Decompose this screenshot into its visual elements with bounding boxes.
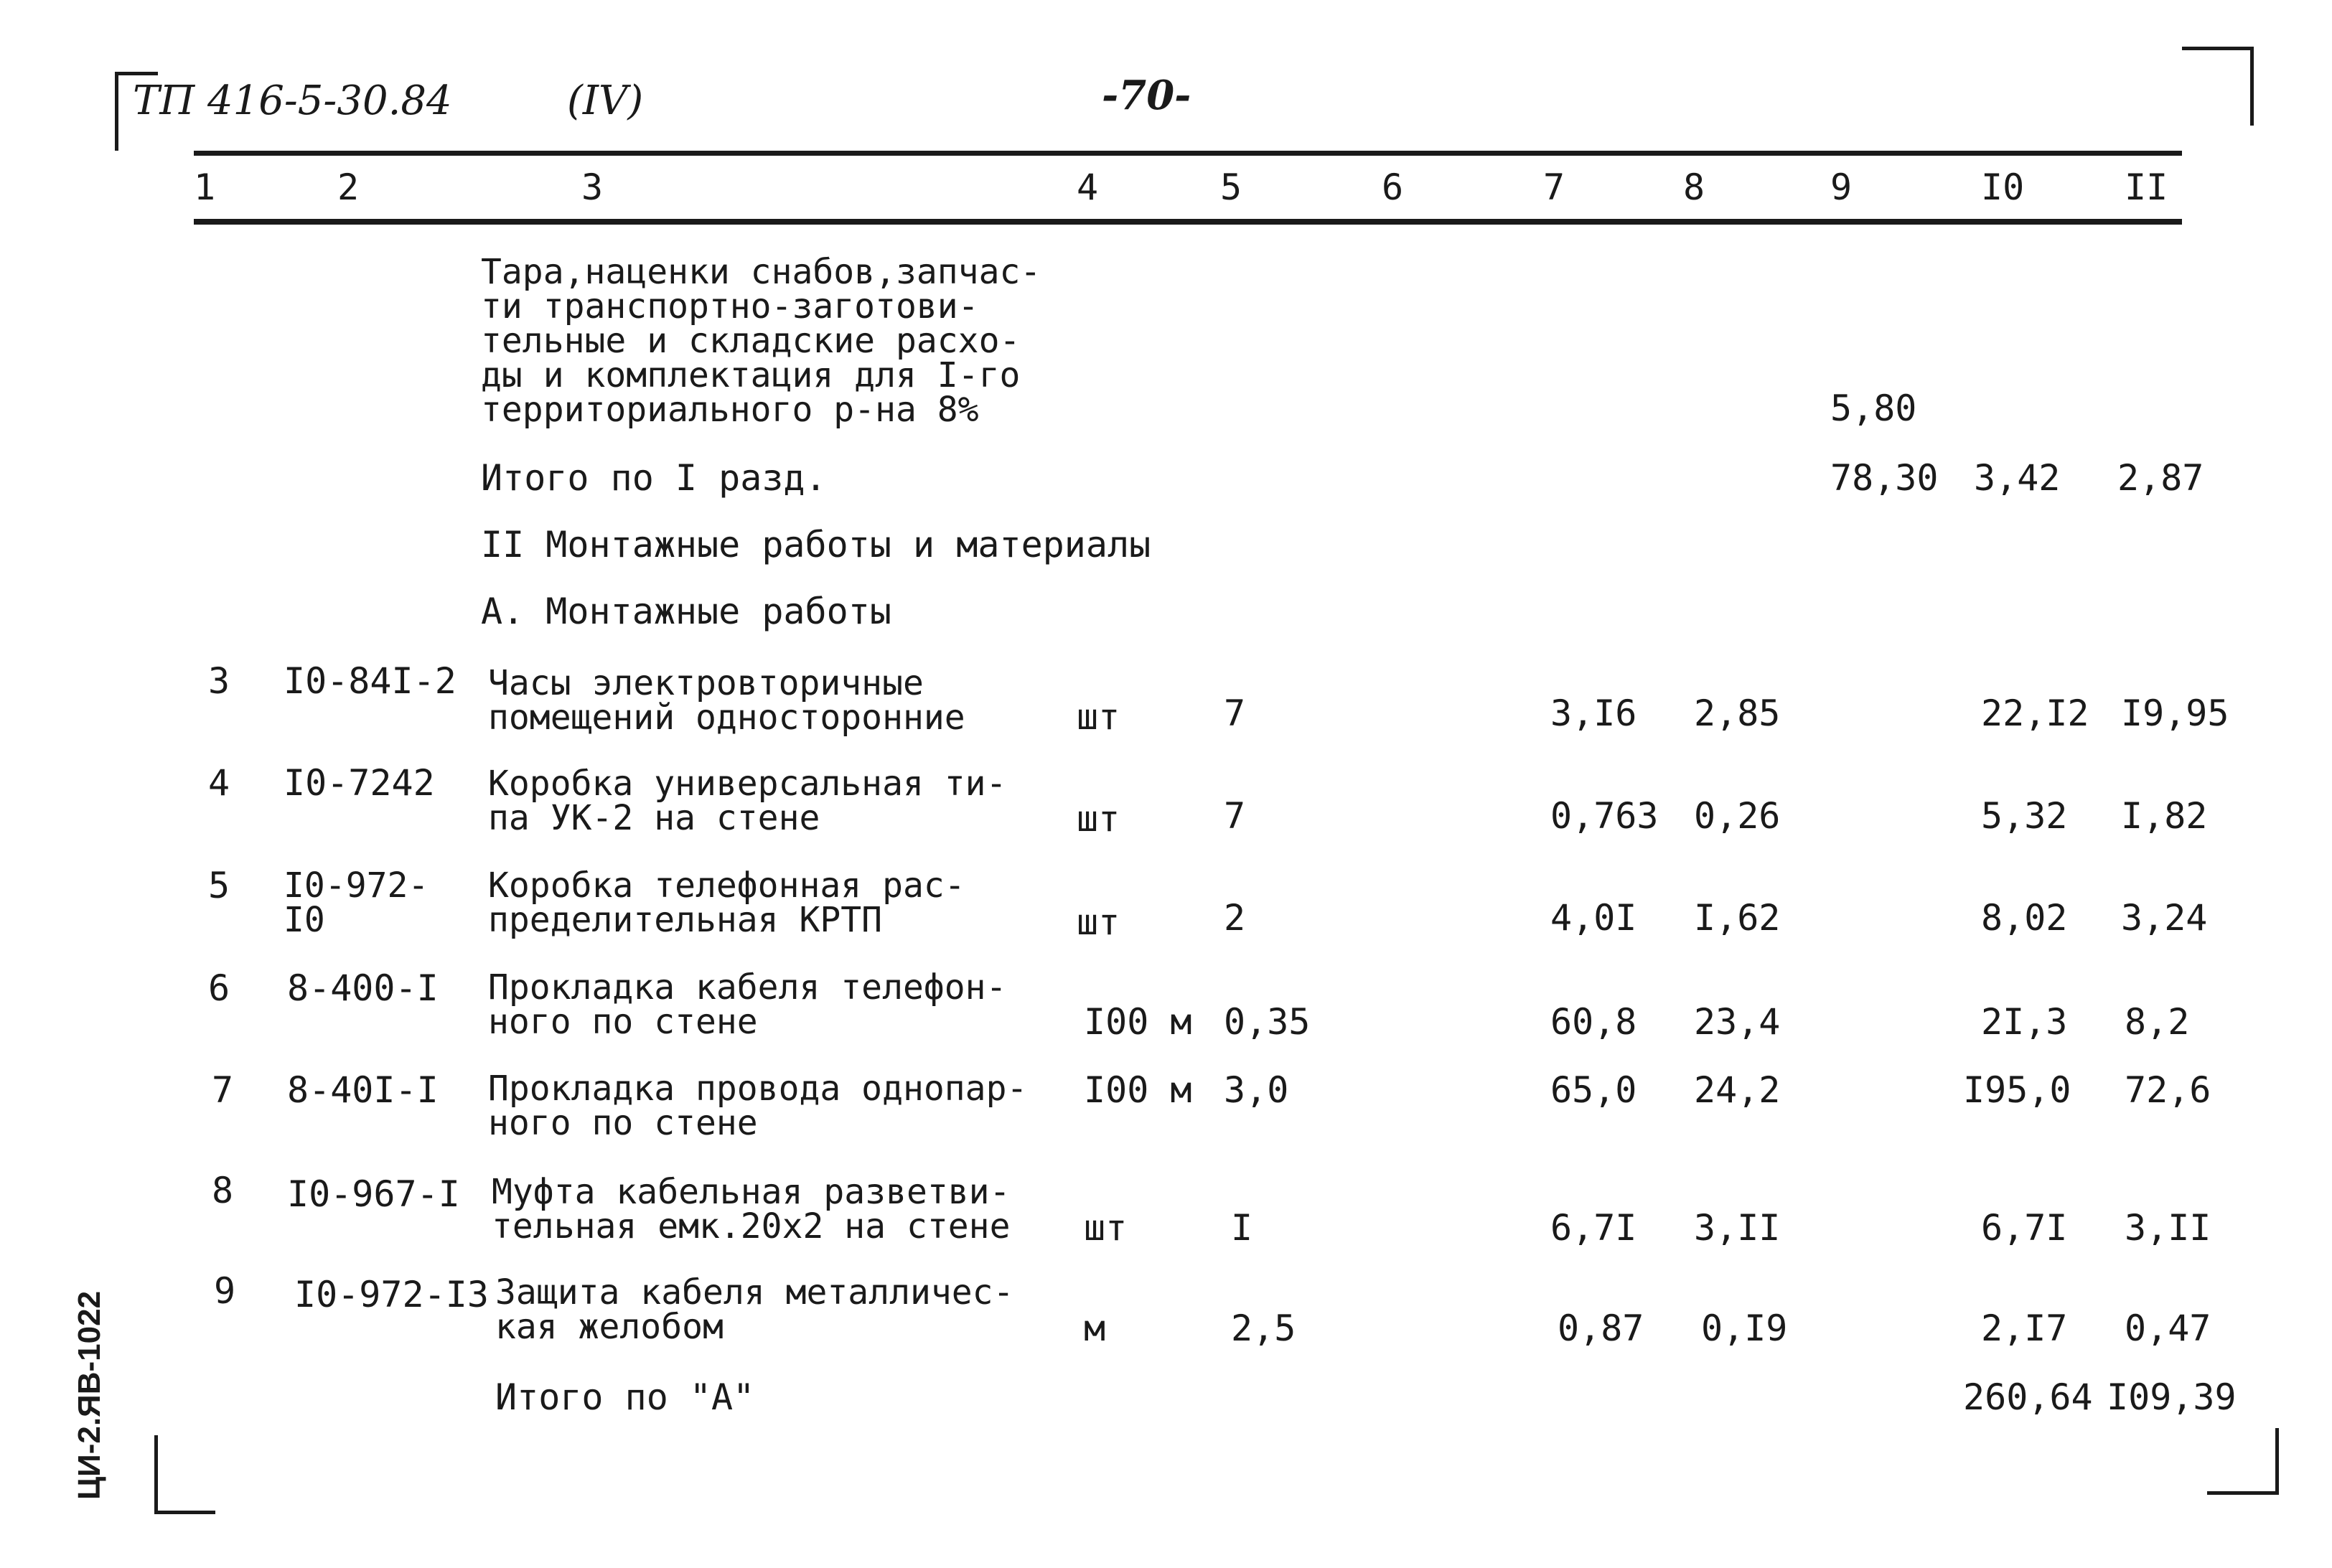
row-description-line: Прокладка кабеля телефон- [488,967,1007,1008]
row-description-line: тельная емк.20х2 на стене [492,1206,1011,1247]
row-description-line: Прокладка провода однопар- [488,1069,1028,1109]
row-unit: шт [1084,1207,1128,1249]
section1-total-c9: 78,30 [1830,457,1939,499]
row-description [492,1172,1011,1247]
row-c10: 5,32 [1981,795,2068,837]
section2-title: II Монтажные работы и материалы [481,524,1151,565]
row-c11: I,82 [2121,795,2208,837]
row-unit: м [1084,1308,1106,1349]
row-c8: 3,II [1694,1207,1781,1249]
row-c8: 0,I9 [1701,1308,1788,1349]
row-code: 8-400-I [287,967,439,1009]
row-c8: 2,85 [1694,693,1781,734]
row-description-line: Защита кабеля металличес- [495,1272,1014,1313]
row-c10: 6,7I [1981,1207,2068,1249]
row-description-line: кая желобом [495,1307,724,1347]
col-num-11: II [2125,166,2168,208]
row-code [284,865,429,940]
row-code: I0-967-I [287,1173,460,1215]
frame-bottom-right-base [2207,1491,2279,1495]
row-description [488,764,1007,838]
frame-right-bracket [2250,47,2254,126]
total-a-c11: I09,39 [2107,1376,2237,1418]
row-code-line: I0-972- [284,865,429,906]
packaging-note-line: ти транспортно-заготови- [481,286,979,327]
row-c11: 8,2 [2125,1001,2190,1043]
packaging-note-line: ды и комплектация для I-го [481,355,1021,395]
row-c10: 22,I2 [1981,693,2089,734]
frame-left-bracket [115,72,118,151]
row-c10: 2I,3 [1981,1001,2068,1043]
section1-total-label: Итого по I разд. [481,457,827,499]
row-c7: 60,8 [1550,1001,1637,1043]
row-quantity: 0,35 [1224,1001,1311,1043]
total-a-label: Итого по "А" [495,1376,755,1418]
subsection-a-title: А. Монтажные работы [481,591,891,632]
col-num-10: I0 [1981,166,2025,208]
col-num-6: 6 [1382,166,1404,208]
row-number: 9 [214,1270,236,1312]
row-c10: 2,I7 [1981,1308,2068,1349]
row-number: 7 [212,1069,234,1111]
row-c8: I,62 [1694,897,1781,939]
row-unit: шт [1077,798,1120,840]
row-c7: 0,763 [1550,795,1659,837]
row-c10: 8,02 [1981,897,2068,939]
sheet-mark: (IV) [567,78,644,124]
row-description-line: ного по стене [488,1002,758,1042]
row-c7: 3,I6 [1550,693,1637,734]
packaging-note [481,252,1041,430]
row-quantity: I [1231,1207,1253,1249]
row-c11: 3,24 [2121,897,2208,939]
col-num-3: 3 [581,166,604,208]
row-c8: 0,26 [1694,795,1781,837]
row-c8: 23,4 [1694,1001,1781,1043]
row-number: 3 [208,660,230,702]
row-c7: 65,0 [1550,1069,1637,1111]
row-code: I0-972-I3 [294,1274,489,1315]
packaging-note-value: 5,80 [1830,388,1917,429]
row-c7: 0,87 [1558,1308,1644,1349]
row-c10: I95,0 [1963,1069,2071,1111]
row-c8: 24,2 [1694,1069,1781,1111]
col-num-2: 2 [337,166,360,208]
row-quantity: 2,5 [1231,1308,1296,1349]
col-num-4: 4 [1077,166,1099,208]
row-code: I0-7242 [284,762,435,804]
col-num-7: 7 [1543,166,1565,208]
row-c7: 6,7I [1550,1207,1637,1249]
header-rule-top [194,151,2182,156]
frame-left-bracket-top [115,72,158,75]
row-unit: I00 м [1084,1069,1192,1111]
frame-bottom-right-corner [2275,1428,2279,1493]
row-code-line: I0 [284,900,325,940]
packaging-note-line: тельные и складские расхо- [481,321,1021,361]
row-description-line: Коробка универсальная ти- [488,764,1007,804]
frame-bottom-left-corner [154,1435,158,1514]
row-number: 5 [208,865,230,906]
row-quantity: 7 [1224,693,1246,734]
row-description [488,663,965,738]
page-number: -70- [1102,72,1191,119]
row-unit: шт [1077,696,1120,738]
row-code: 8-40I-I [287,1069,439,1111]
document-code: ТП 416-5-30.84 [133,78,452,124]
col-num-8: 8 [1683,166,1705,208]
frame-bottom-left-base [154,1511,215,1514]
row-description-line: пределительная КРТП [488,900,883,940]
row-description [488,967,1007,1042]
side-stamp: ЦИ-2.ЯВ-1022 [72,1290,107,1500]
row-description-line: ного по стене [488,1103,758,1143]
packaging-note-line: Тара,наценки снабов,запчас- [481,252,1041,292]
row-quantity: 7 [1224,795,1246,837]
row-description [488,865,965,940]
row-unit: I00 м [1084,1001,1192,1043]
row-description-line: па УК-2 на стене [488,798,820,838]
row-c11: 0,47 [2125,1308,2211,1349]
row-description-line: Часы электровторичные [488,663,924,703]
row-quantity: 2 [1224,897,1246,939]
row-description [488,1069,1028,1143]
row-c11: 72,6 [2125,1069,2211,1111]
col-num-1: 1 [194,166,216,208]
row-number: 8 [212,1170,234,1211]
section1-total-c10: 3,42 [1974,457,2061,499]
row-quantity: 3,0 [1224,1069,1289,1111]
row-unit: шт [1077,901,1120,943]
row-number: 4 [208,762,230,804]
row-code: I0-84I-2 [284,660,456,702]
row-c7: 4,0I [1550,897,1637,939]
row-c11: 3,II [2125,1207,2211,1249]
row-description-line: помещений односторонние [488,698,965,738]
row-description [495,1272,1014,1347]
frame-right-bracket-top [2182,47,2254,50]
section1-total-c11: 2,87 [2117,457,2204,499]
packaging-note-line: территориального р-на 8% [481,390,979,430]
row-description-line: Муфта кабельная разветви- [492,1172,1011,1212]
col-num-9: 9 [1830,166,1853,208]
header-rule-bottom [194,219,2182,225]
col-num-5: 5 [1220,166,1242,208]
row-number: 6 [208,967,230,1009]
row-c11: I9,95 [2121,693,2229,734]
row-description-line: Коробка телефонная рас- [488,865,965,906]
total-a-c10: 260,64 [1963,1376,2093,1418]
